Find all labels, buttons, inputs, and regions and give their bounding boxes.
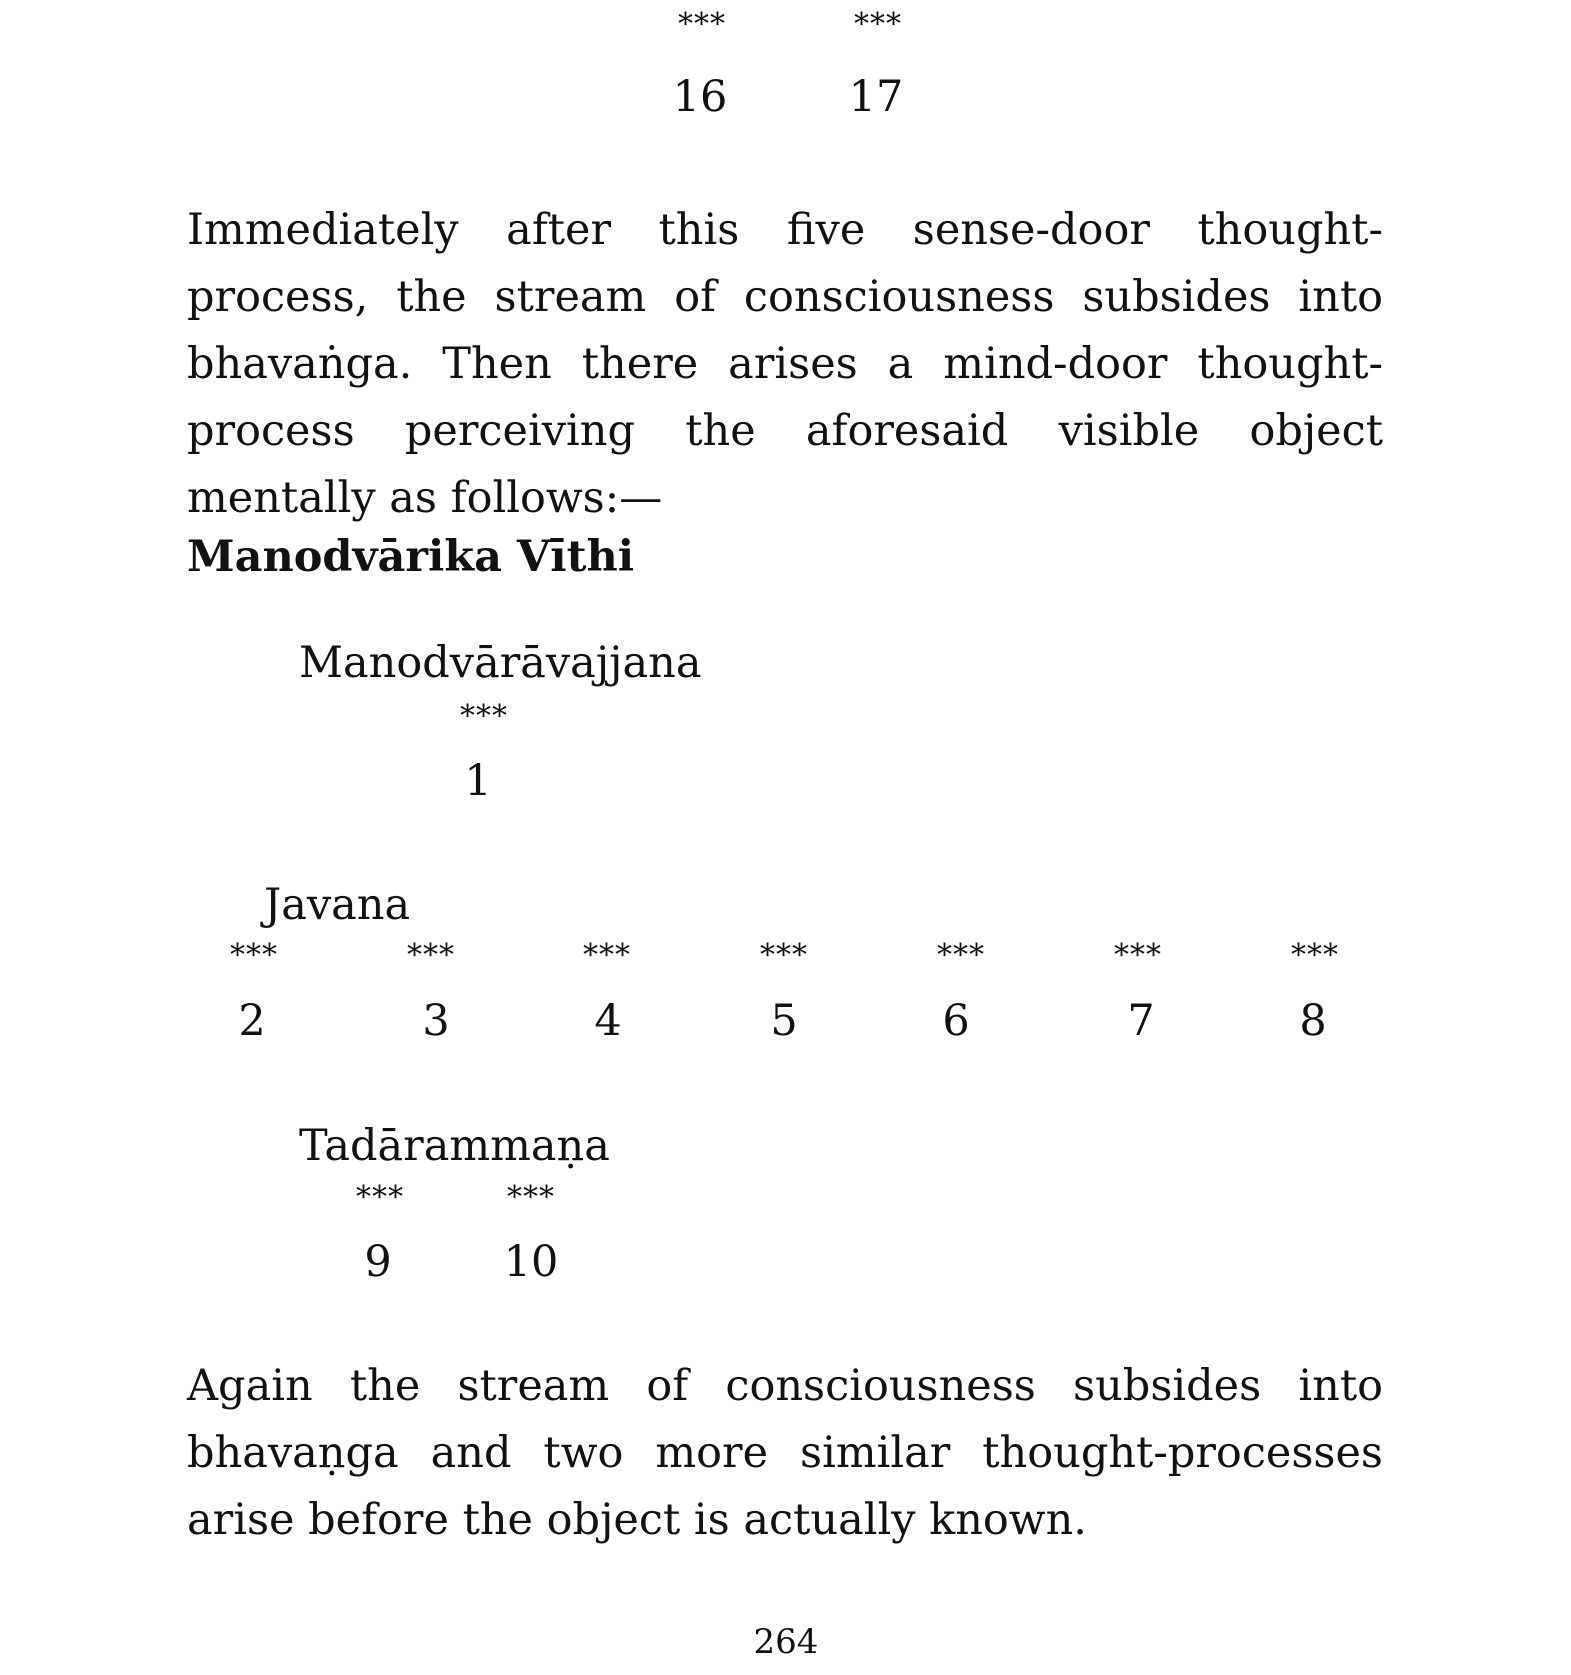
section-heading: Manodvārika Vīthi: [187, 532, 635, 582]
citta-stars-9: ***: [356, 1180, 404, 1215]
citta-number-3: 3: [422, 996, 450, 1046]
citta-number-5: 5: [770, 996, 798, 1046]
citta-stars-17: ***: [854, 7, 902, 42]
javana-label: Javana: [264, 880, 411, 930]
tadarammana-label: Tadārammaṇa: [299, 1121, 610, 1171]
citta-number-9: 9: [364, 1237, 392, 1287]
citta-number-16: 16: [672, 72, 728, 122]
citta-stars-5: ***: [760, 938, 808, 973]
citta-stars-6: ***: [937, 938, 985, 973]
citta-stars-4: ***: [583, 938, 631, 973]
citta-number-1: 1: [464, 756, 492, 806]
citta-stars-3: ***: [407, 938, 455, 973]
citta-stars-16: ***: [678, 7, 726, 42]
citta-stars-1: ***: [460, 699, 508, 734]
page-number: 264: [753, 1622, 819, 1662]
citta-stars-10: ***: [507, 1180, 555, 1215]
citta-stars-7: ***: [1114, 938, 1162, 973]
citta-number-6: 6: [942, 996, 970, 1046]
citta-number-2: 2: [238, 996, 266, 1046]
paragraph-conclusion: Again the stream of consciousness subsides into bhavaṇga and two more similar thought-processes arise before the object is actually known.: [187, 1361, 1383, 1545]
citta-number-7: 7: [1127, 996, 1155, 1046]
citta-number-4: 4: [594, 996, 622, 1046]
citta-number-10: 10: [503, 1237, 559, 1287]
citta-stars-8: ***: [1291, 938, 1339, 973]
citta-number-17: 17: [848, 72, 904, 122]
citta-number-8: 8: [1299, 996, 1327, 1046]
manodvaravajjana-label: Manodvārāvajjana: [299, 638, 702, 688]
paragraph-intro: Immediately after this five sense-door thought-process, the stream of consciousness subsides into bhavaṅga. Then there arises a mind-door thought-process perceiving the aforesaid visible object mentally as follows:—: [187, 205, 1383, 523]
citta-stars-2: ***: [230, 938, 278, 973]
